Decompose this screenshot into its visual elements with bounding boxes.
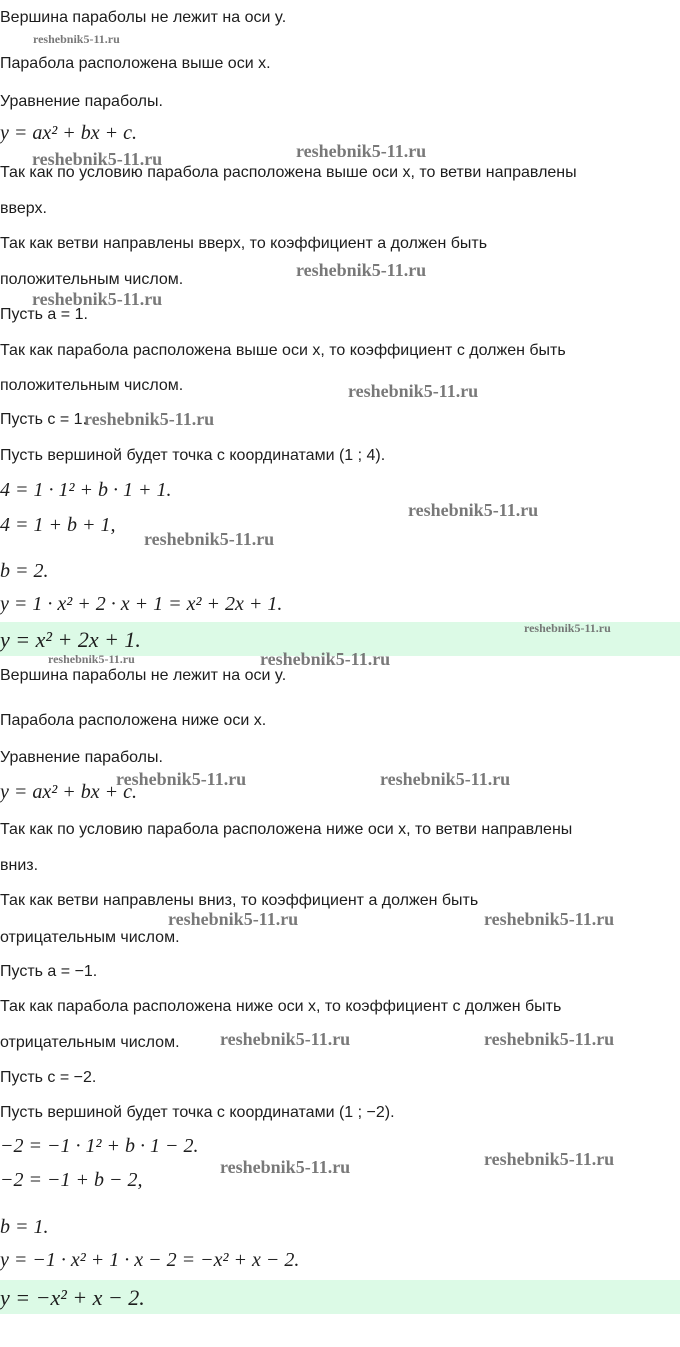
s1-line-7: Так как ветви направлены вверх, то коэффициент a должен быть [0,235,488,252]
watermark: reshebnik5-11.ru [484,909,615,929]
s2-line-6: вниз. [0,857,39,874]
watermark: reshebnik5-11.ru [168,909,299,929]
s2-line-2: Парабола расположена ниже оси x. [0,712,267,729]
s2-line-10: Так как парабола расположена ниже оси x, то коэффициент c должен быть [0,998,562,1015]
watermark: reshebnik5-11.ru [296,260,427,280]
s1-answer: y = x² + 2x + 1. [0,627,141,652]
s1-calc-4: y = 1 · x² + 2 · x + 1 = x² + 2x + 1. [0,593,283,615]
watermark: reshebnik5-11.ru [48,652,135,666]
s1-equation: y = ax² + bx + c. [0,122,137,144]
watermark: reshebnik5-11.ru [220,1029,351,1049]
watermark: reshebnik5-11.ru [33,32,120,46]
watermark: reshebnik5-11.ru [32,289,163,309]
s1-line-11: положительным числом. [0,377,184,394]
s1-line-13: Пусть вершиной будет точка с координатами (1 ; 4). [0,447,386,464]
s1-line-12: Пусть c = 1. [0,411,88,428]
watermark: reshebnik5-11.ru [32,149,163,169]
s1-calc-2: 4 = 1 + b + 1, [0,514,116,536]
s1-line-8: положительным числом. [0,271,184,288]
watermark: reshebnik5-11.ru [484,1029,615,1049]
s1-line-9: Пусть a = 1. [0,306,88,323]
s1-line-1: Вершина параболы не лежит на оси y. [0,9,287,26]
watermark: reshebnik5-11.ru [296,141,427,161]
s2-line-3: Уравнение параболы. [0,749,163,766]
s2-equation: y = ax² + bx + c. [0,781,137,803]
s2-calc-3: b = 1. [0,1216,49,1238]
s2-line-8: отрицательным числом. [0,929,180,946]
s2-line-5: Так как по условию парабола расположена ниже оси x, то ветви направлены [0,821,573,838]
s2-line-7: Так как ветви направлены вниз, то коэффициент a должен быть [0,892,479,909]
s1-calc-3: b = 2. [0,560,49,582]
s1-line-2: Парабола расположена выше оси x. [0,55,271,72]
s1-line-6: вверх. [0,200,47,217]
s1-calc-1: 4 = 1 · 1² + b · 1 + 1. [0,479,172,501]
watermark: reshebnik5-11.ru [524,621,611,635]
watermark: reshebnik5-11.ru [220,1157,351,1177]
watermark: reshebnik5-11.ru [116,769,247,789]
watermark: reshebnik5-11.ru [84,409,215,429]
s2-line-13: Пусть вершиной будет точка с координатами (1 ; −2). [0,1104,395,1121]
s2-line-11: отрицательным числом. [0,1034,180,1051]
s2-line-1: Вершина параболы не лежит на оси y. [0,667,287,684]
s2-calc-2: −2 = −1 + b − 2, [0,1169,143,1191]
s2-calc-4: y = −1 · x² + 1 · x − 2 = −x² + x − 2. [0,1249,300,1271]
s2-calc-1: −2 = −1 · 1² + b · 1 − 2. [0,1135,199,1157]
watermark: reshebnik5-11.ru [260,649,391,669]
watermark: reshebnik5-11.ru [380,769,511,789]
watermark: reshebnik5-11.ru [348,381,479,401]
s2-answer: y = −x² + x − 2. [0,1285,145,1310]
watermark: reshebnik5-11.ru [408,500,539,520]
s2-line-12: Пусть c = −2. [0,1069,97,1086]
s1-line-3: Уравнение параболы. [0,93,163,110]
watermark: reshebnik5-11.ru [144,529,275,549]
s1-line-10: Так как парабола расположена выше оси x, то коэффициент c должен быть [0,342,566,359]
s2-line-9: Пусть a = −1. [0,963,98,980]
s1-line-5: Так как по условию парабола расположена выше оси x, то ветви направлены [0,164,577,181]
watermark: reshebnik5-11.ru [484,1149,615,1169]
